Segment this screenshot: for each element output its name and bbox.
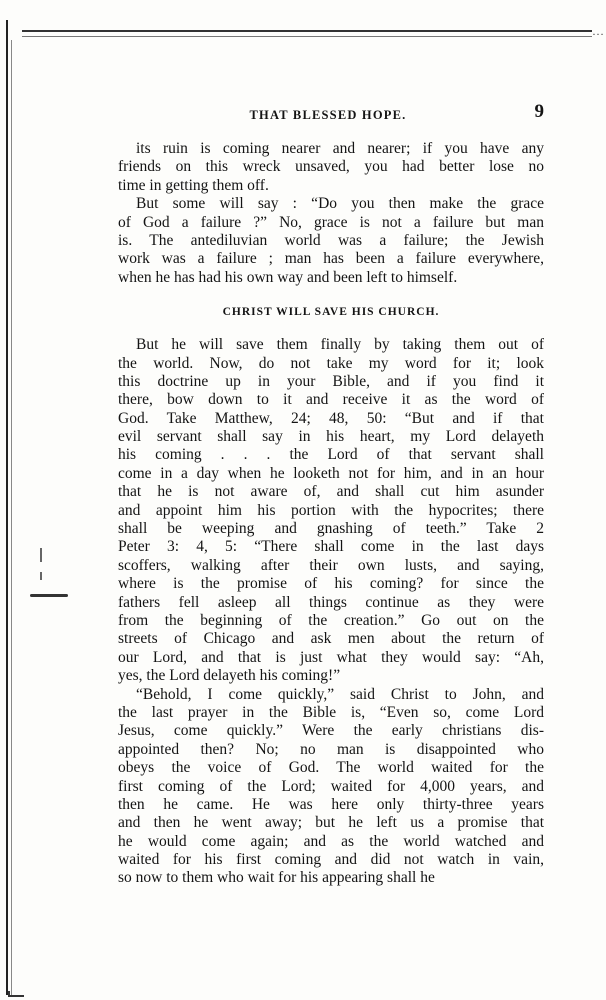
text-line: But he will save them finally by taking them out of	[136, 336, 544, 354]
text-line: and then he went away; but he left us a promise that	[118, 814, 544, 832]
text-line: fathers fell asleep all things continue as they were	[118, 593, 544, 611]
bottom-corner-mark	[8, 991, 24, 997]
top-rule-thin	[22, 36, 592, 37]
text-line: is. The antediluvian world was a failure; the Jewish	[118, 231, 544, 249]
text-line: “Behold, I come quickly,” said Christ to John, and	[136, 685, 544, 703]
text-line: first coming of the Lord; waited for 4,000 years, and	[118, 777, 544, 795]
text-line: come in a day when he looketh not for him, and in an hour	[118, 464, 544, 482]
paragraphs-before	[118, 140, 544, 287]
text-line: scoffers, walking after their own lusts, and saying,	[118, 556, 544, 574]
paragraph	[118, 686, 544, 888]
page-header	[118, 101, 544, 128]
text-line: waited for his first coming and did not watch in vain,	[118, 851, 544, 869]
text-line: then he came. He was here only thirty-three years	[118, 795, 544, 813]
text-line: the last prayer in the Bible is, “Even so, come Lord	[118, 703, 544, 721]
margin-ink-dot	[40, 572, 42, 580]
page-edge-inner	[11, 40, 12, 995]
text-line: when he has had his own way and been left to himself.	[118, 268, 458, 286]
section-heading: CHRIST WILL SAVE HIS CHURCH.	[222, 306, 440, 319]
body-text	[118, 140, 544, 888]
text-line: there, bow down to it and receive it as the word of	[118, 391, 544, 409]
margin-ink-dot	[40, 548, 42, 562]
text-line: obeys the voice of God. The world waited for the	[118, 759, 544, 777]
text-line: our Lord, and that is just what they would say: “Ah,	[118, 648, 544, 666]
paragraphs-after	[118, 336, 544, 888]
text-line: shall be weeping and gnashing of teeth.” Take 2	[118, 520, 544, 538]
text-line: But some will say : “Do you then make the grace	[136, 195, 544, 213]
text-line: Jesus, come quickly.” Were the early christians dis-	[118, 722, 544, 740]
text-line: where is the promise of his coming? for since the	[118, 575, 544, 593]
text-line: Peter 3: 4, 5: “There shall come in the last days	[118, 538, 544, 556]
paragraph	[118, 195, 544, 287]
corner-mark: …	[592, 24, 604, 38]
text-line: yes, the Lord delayeth his coming!”	[118, 667, 341, 685]
paragraph	[118, 140, 544, 195]
top-rule	[22, 30, 592, 32]
paragraph	[118, 336, 544, 685]
text-line: its ruin is coming nearer and nearer; if you have any	[136, 140, 544, 157]
text-line: work was a failure ; man has been a failure everywhere,	[118, 250, 544, 268]
text-line: evil servant shall say in his heart, my Lord delayeth	[118, 428, 544, 446]
margin-ink-mark	[30, 594, 68, 597]
text-line: the world. Now, do not take my word for it; look	[118, 354, 544, 372]
text-line: appointed then? No; no man is disappointed who	[118, 740, 544, 758]
text-line: this doctrine up in your Bible, and if you find it	[118, 372, 544, 390]
text-line: and appoint him his portion with the hypocrites; there	[118, 501, 544, 519]
running-head: THAT BLESSED HOPE.	[249, 108, 407, 122]
text-line: time in getting them off.	[118, 176, 269, 194]
text-line: that he is not aware of, and shall cut him asunder	[118, 483, 544, 501]
text-line: from the beginning of the creation.” Go out on the	[118, 611, 544, 629]
text-line: of God a failure ?” No, grace is not a failure but man	[118, 213, 544, 231]
text-line: so now to them who wait for his appearing shall he	[118, 869, 435, 887]
text-line: streets of Chicago and ask men about the return of	[118, 630, 544, 648]
text-line: friends on this wreck unsaved, you had better lose no	[118, 158, 544, 176]
text-line: he would come again; and as the world watched and	[118, 832, 544, 850]
text-line: his coming . . . the Lord of that servant shall	[118, 446, 544, 464]
page-edge-left	[6, 20, 8, 995]
text-line: God. Take Matthew, 24; 48, 50: “But and if that	[118, 409, 544, 427]
page-number: 9	[534, 101, 544, 122]
